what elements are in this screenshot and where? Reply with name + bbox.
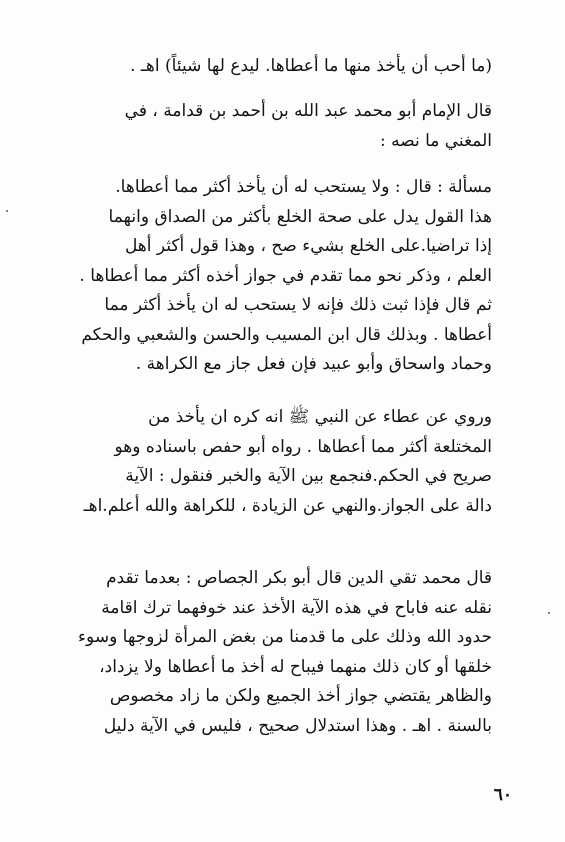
text-line: حدود الله وذلك على ما قدمنا من بغض المرأة لزوجها وسوء (78, 627, 492, 647)
text-line: صريح في الحكم.فنجمع بين الآية والخبر فنقول : الآية (125, 466, 492, 486)
paragraph-ibn-qudama-intro (78, 97, 492, 156)
text-line: ثم قال فإذا ثبت ذلك فإنه لا يستحب له ان يأخذ أكثر مما (104, 295, 492, 315)
paragraph-ata-narration (78, 403, 492, 521)
paragraph-taqi-al-din (78, 564, 492, 741)
text-line: العلم ، وذكر نحو مما تقدم في جواز أخذه أكثر مما أعطاها . (79, 265, 492, 286)
paragraph-quote-end (78, 52, 492, 82)
scan-speck (6, 210, 8, 212)
text-line: والظاهر يقتضي جواز أخذ الجميع ولكن ما زاد مخصوص (109, 686, 492, 706)
text-line: خلقها أو كان ذلك منهما فيباح له أخذ ما أعطاها ولا يزداد، (99, 656, 492, 677)
text-line: إذا تراضيا.على الخلع بشيء صح ، وهذا قول أكثر أهل (124, 236, 492, 256)
text-line: دالة على الجواز.والنهي عن الزيادة ، للكراهة والله أعلم.اهـ (83, 495, 492, 516)
text-line: نقله عنه فاباح في هذه الآية الأخذ عند خوفهما ترك اقامة (101, 597, 492, 618)
text-line: (ما أحب أن يأخذ منها ما أعطاها. ليدع لها شيئاً) اهـ . (130, 56, 492, 76)
paragraph-masala (78, 173, 492, 380)
text-line: مسألة : قال : ولا يستحب له أن يأخذ أكثر مما أعطاها. (115, 177, 492, 197)
page-number: ٦٠ (493, 785, 512, 805)
text-line: بالسنة . اهـ . وهذا استدلال صحيح ، فليس في الآية دليل (103, 715, 492, 736)
text-line: المغني ما نصه : (379, 130, 492, 151)
text-line: وروي عن عطاء عن النبي ﷺ انه كره ان يأخذ من (148, 407, 492, 427)
text-line: قال الإمام أبو محمد عبد الله بن أحمد بن قدامة ، في (124, 101, 492, 121)
text-line: قال محمد تقي الدين قال أبو بكر الجصاص : بعدما تقدم (106, 568, 492, 588)
text-line: هذا القول يدل على صحة الخلع بأكثر من الصداق وانهما (108, 206, 492, 227)
scan-speck (548, 612, 550, 614)
text-line: وحماد واسحاق وأبو عبيد فإن فعل جاز مع الكراهة . (135, 354, 492, 374)
text-line: أعطاها . وبذلك قال ابن المسيب والحسن والشعبي والحكم (81, 324, 492, 345)
text-line: المختلعة أكثر مما أعطاها . رواه أبو حفص باسناده وهو (114, 436, 492, 457)
